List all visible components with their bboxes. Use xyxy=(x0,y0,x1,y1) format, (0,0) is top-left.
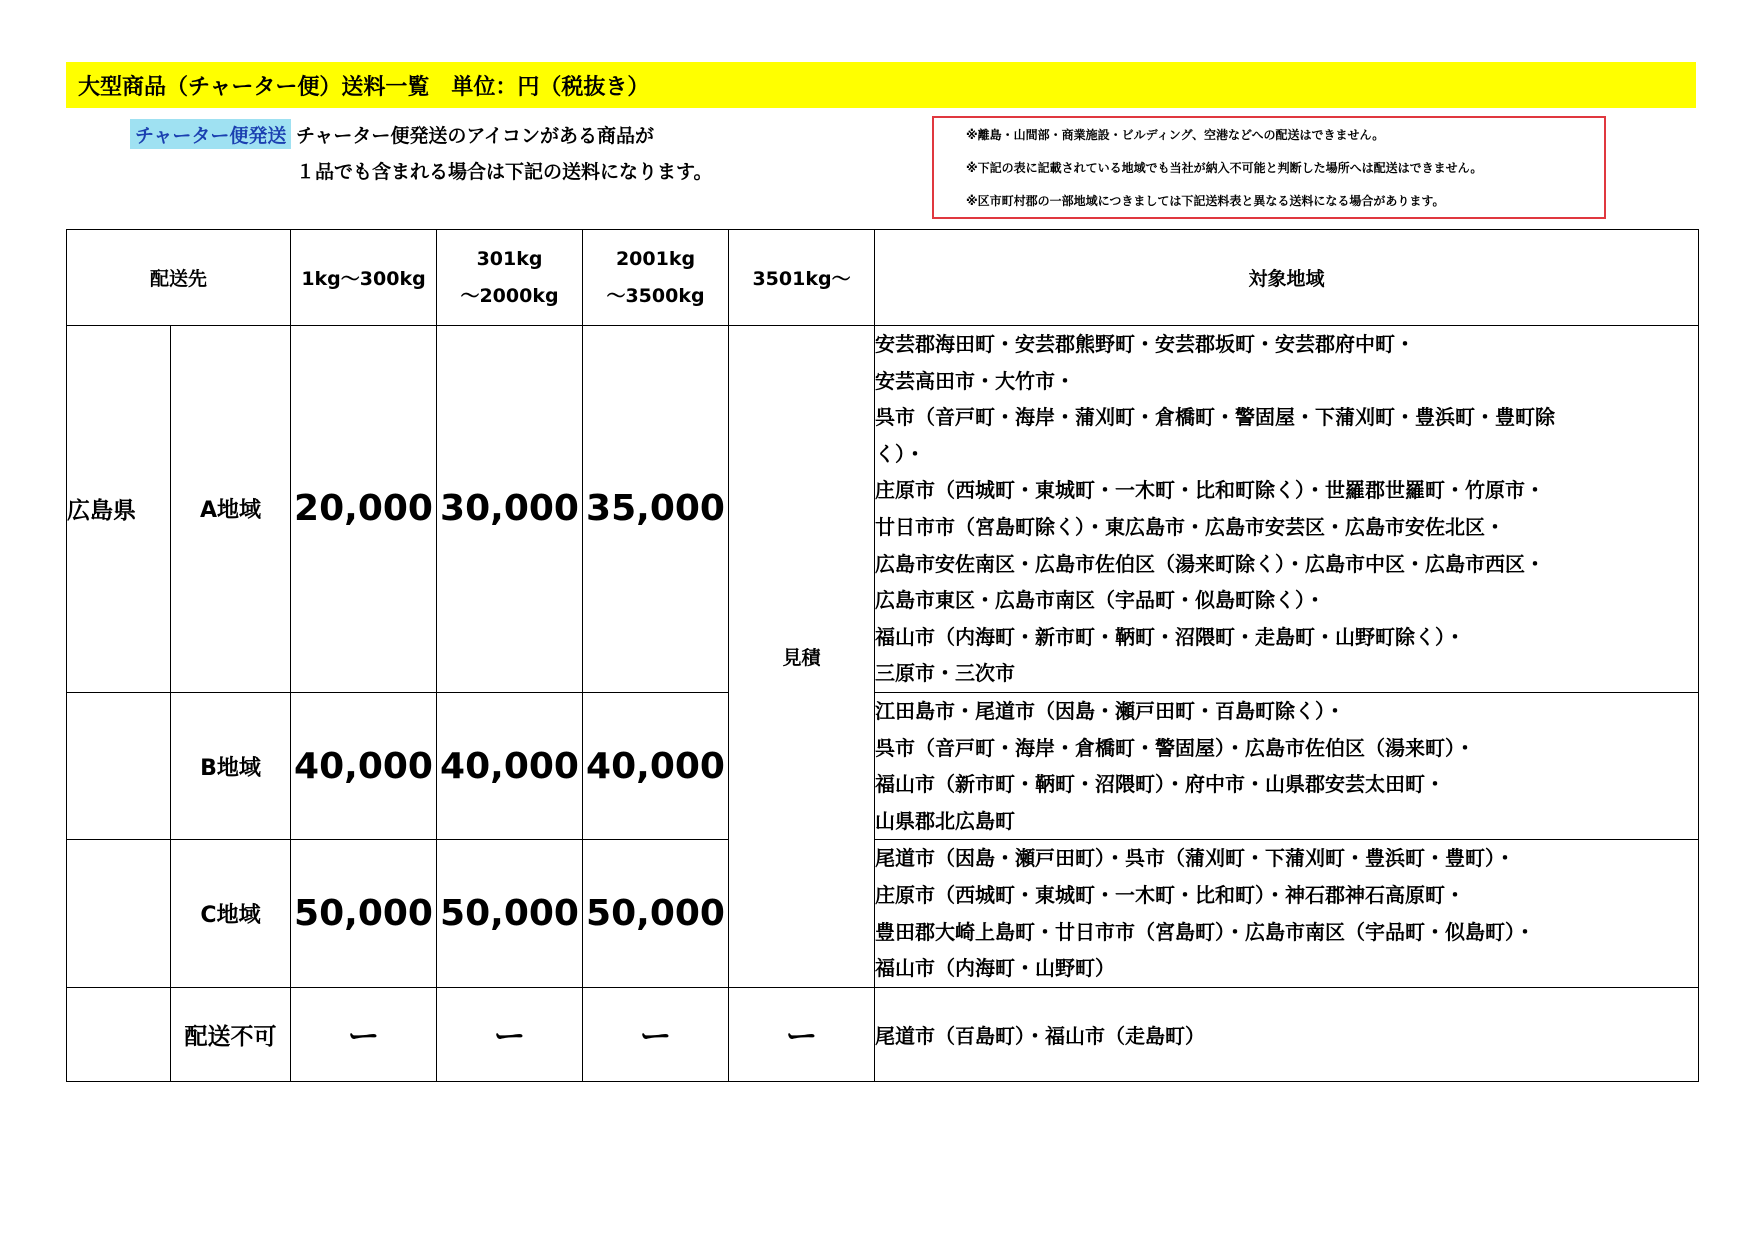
zone-c-areas xyxy=(875,840,1699,987)
zone-c-label: C地域 xyxy=(171,840,291,987)
table-row-no-delivery xyxy=(67,987,1699,1081)
prefecture-spacer xyxy=(67,692,171,839)
header-weight-3-line-1: 2001kg xyxy=(615,247,696,270)
zone-a-areas xyxy=(875,326,1699,693)
prefecture-spacer xyxy=(67,987,171,1081)
zone-b-price-3: 40,000 xyxy=(583,692,729,839)
area-line: 尾道市（因島・瀬戸田町）・呉市（蒲刈町・下蒲刈町・豊浜町・豊町）・ xyxy=(875,846,1516,871)
charter-badge-label: チャーター便発送 xyxy=(135,124,287,147)
header-weight-2-line-1: 301kg xyxy=(476,247,543,270)
zone-a-price-1: 20,000 xyxy=(291,326,437,693)
header-target-areas: 対象地域 xyxy=(875,230,1699,326)
no-delivery-dash-3: ー xyxy=(583,987,729,1081)
zone-b-areas xyxy=(875,692,1699,839)
shipping-rate-table xyxy=(66,229,1699,1082)
notice-line: ※離島・山間部・商業施設・ビルディング、空港などへの配送はできません。 xyxy=(966,128,1385,142)
zone-b-price-1: 40,000 xyxy=(291,692,437,839)
intro-line-2: １品でも含まれる場合は下記の送料になります。 xyxy=(296,161,713,183)
area-line: 福山市（新市町・鞆町・沼隈町）・府中市・山県郡安芸太田町・ xyxy=(875,772,1446,797)
area-line: 安芸高田市・大竹市・ xyxy=(875,368,1076,393)
header-weight-3 xyxy=(583,230,729,326)
table-row-zone-c xyxy=(67,840,1699,987)
header-weight-1: 1kg～300kg xyxy=(291,230,437,326)
zone-c-price-2: 50,000 xyxy=(437,840,583,987)
page-title-text: 大型商品（チャーター便）送料一覧 単位：円（税抜き） xyxy=(78,74,650,100)
table-row-zone-a xyxy=(67,326,1699,693)
area-line: く）・ xyxy=(875,441,926,466)
area-line: 福山市（内海町・新市町・鞆町・沼隈町・走島町・山野町除く）・ xyxy=(875,624,1466,649)
prefecture-spacer xyxy=(67,840,171,987)
area-line: 廿日市市（宮島町除く）・東広島市・広島市安芸区・広島市安佐北区・ xyxy=(875,514,1506,539)
zone-a-price-2: 30,000 xyxy=(437,326,583,693)
header-weight-2-line-2: ～2000kg xyxy=(460,284,559,307)
zone-c-price-1: 50,000 xyxy=(291,840,437,987)
notice-line: ※下記の表に記載されている地域でも当社が納入不可能と判断した場所へは配送はできません。 xyxy=(966,161,1483,175)
table-row-zone-b xyxy=(67,692,1699,839)
no-delivery-dash-2: ー xyxy=(437,987,583,1081)
area-line: 広島市東区・広島市南区（宇品町・似島町除く）・ xyxy=(875,588,1326,613)
area-line: 安芸郡海田町・安芸郡熊野町・安芸郡坂町・安芸郡府中町・ xyxy=(875,332,1416,356)
zone-c-price-3: 50,000 xyxy=(583,840,729,987)
no-delivery-dash-1: ー xyxy=(291,987,437,1081)
no-delivery-areas: 尾道市（百島町）・福山市（走島町） xyxy=(875,987,1699,1081)
area-line: 庄原市（西城町・東城町・一木町・比和町）・神石郡神石高原町・ xyxy=(875,882,1466,907)
area-line: 庄原市（西城町・東城町・一木町・比和町除く）・世羅郡世羅町・竹原市・ xyxy=(875,478,1546,503)
estimate-cell: 見積 xyxy=(729,326,875,988)
area-line: 山県郡北広島町 xyxy=(875,808,1016,833)
table-header-row xyxy=(67,230,1699,326)
charter-badge xyxy=(130,119,291,149)
zone-a-price-3: 35,000 xyxy=(583,326,729,693)
intro-text xyxy=(296,118,712,190)
zone-a-label: A地域 xyxy=(171,326,291,693)
header-weight-3-line-2: ～3500kg xyxy=(606,284,705,307)
area-line: 呉市（音戸町・海岸・倉橋町・警固屋）・広島市佐伯区（湯来町）・ xyxy=(875,735,1476,760)
area-line: 豊田郡大崎上島町・廿日市市（宮島町）・広島市南区（宇品町・似島町）・ xyxy=(875,919,1536,944)
header-weight-2 xyxy=(437,230,583,326)
prefecture-cell xyxy=(67,326,171,693)
zone-b-price-2: 40,000 xyxy=(437,692,583,839)
no-delivery-label: 配送不可 xyxy=(171,987,291,1081)
zone-b-label: B地域 xyxy=(171,692,291,839)
header-weight-4: 3501kg～ xyxy=(729,230,875,326)
no-delivery-dash-4: ー xyxy=(729,987,875,1081)
prefecture-label: 広島県 xyxy=(67,498,136,525)
area-line: 三原市・三次市 xyxy=(875,661,1016,686)
notice-line: ※区市町村郡の一部地域につきましては下記送料表と異なる送料になる場合があります。 xyxy=(966,194,1445,208)
area-line: 江田島市・尾道市（因島・瀬戸田町・百島町除く）・ xyxy=(875,698,1346,723)
intro-line-1: チャーター便発送のアイコンがある商品が xyxy=(296,125,654,147)
area-line: 広島市安佐南区・広島市佐伯区（湯来町除く）・広島市中区・広島市西区・ xyxy=(875,551,1546,576)
area-line: 福山市（内海町・山野町） xyxy=(875,956,1116,981)
page-title xyxy=(66,62,1696,108)
header-destination: 配送先 xyxy=(67,230,291,326)
notice-box xyxy=(932,116,1606,219)
area-line: 呉市（音戸町・海岸・蒲刈町・倉橋町・警固屋・下蒲刈町・豊浜町・豊町除 xyxy=(875,405,1556,430)
